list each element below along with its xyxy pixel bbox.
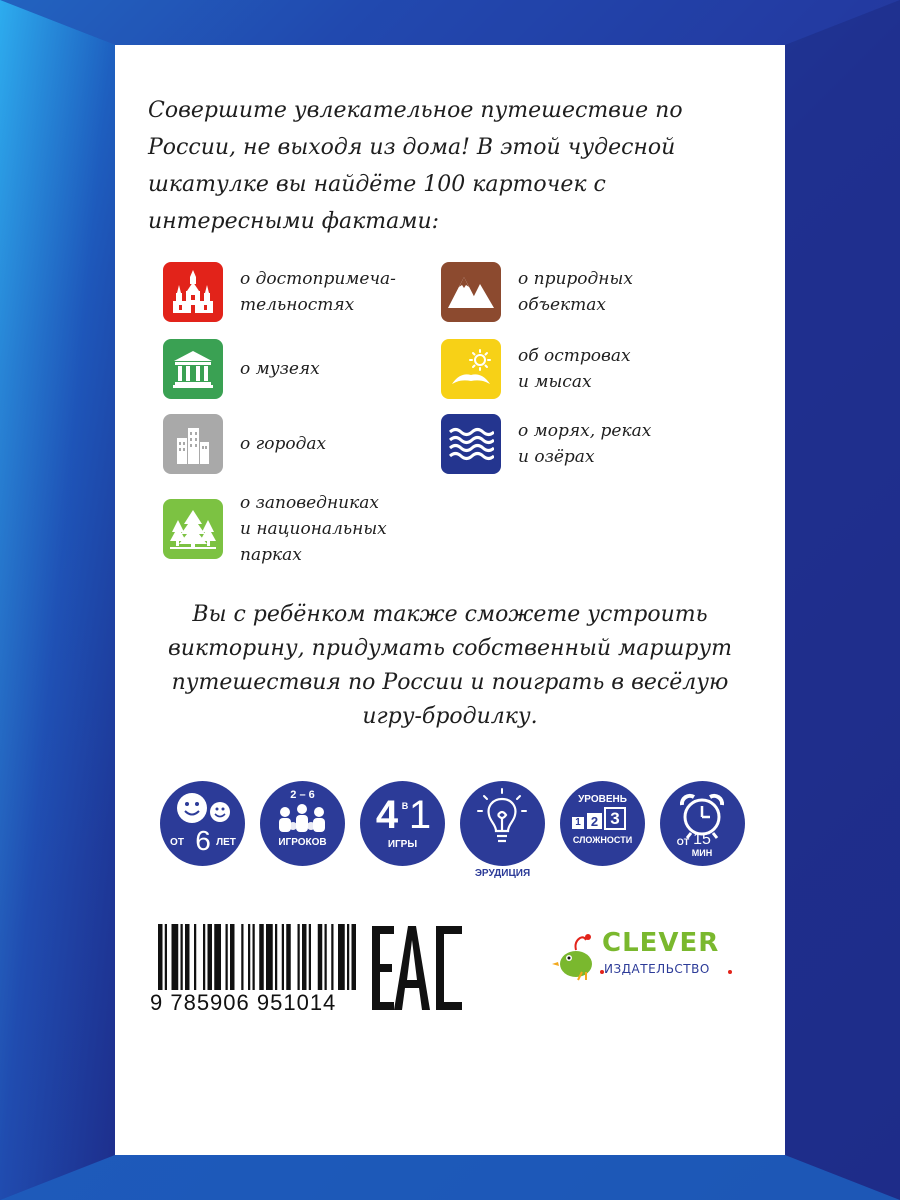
time-number: 15	[693, 831, 711, 848]
time-prefix: ОТ	[676, 837, 690, 847]
players-label: ИГРОКОВ	[278, 837, 327, 848]
category-item	[163, 490, 387, 568]
eac-certification-icon	[372, 926, 462, 1010]
forest-icon	[163, 499, 223, 559]
category-label: об островах и мысах	[518, 346, 631, 392]
games-one: 1	[408, 793, 432, 837]
lightbulb-icon	[460, 781, 545, 866]
difficulty-level-3: 3	[610, 809, 620, 828]
city-icon	[163, 414, 223, 474]
erudition-badge	[460, 781, 545, 866]
publisher-name: CLEVER	[602, 928, 720, 958]
mountains-icon	[441, 262, 501, 322]
barcode-digits: 9 785906 951014	[150, 990, 360, 1016]
category-label: о музеях	[240, 359, 320, 379]
category-item	[441, 339, 631, 399]
category-item	[163, 339, 320, 399]
museum-icon	[163, 339, 223, 399]
publisher-subtitle: ИЗДАТЕЛЬСТВО	[604, 962, 710, 976]
category-label: о городах	[240, 434, 327, 454]
age-number: 6	[195, 825, 211, 856]
players-badge	[260, 781, 345, 866]
difficulty-level-2: 2	[590, 814, 599, 829]
kremlin-icon	[163, 262, 223, 322]
intro-text: Совершите увлекательное путешествие по России, не выходя из дома! В этой чудесной шкатулке вы найдёте 100 карточек с интересными фактами:	[148, 98, 683, 234]
category-item	[441, 414, 651, 474]
waves-icon	[441, 414, 501, 474]
difficulty-level-1: 1	[575, 817, 581, 828]
difficulty-bottom: СЛОЖНОСТИ	[572, 835, 633, 845]
age-badge	[160, 781, 245, 866]
island-sun-icon	[441, 339, 501, 399]
players-range: 2 – 6	[290, 789, 315, 801]
time-suffix: МИН	[691, 848, 713, 858]
category-label: о природных объектах	[518, 269, 633, 315]
outro-text: Вы с ребёнком также сможете устроить викторину, придумать собственный маршрут путешествия по России и поиграть в весёлую игру-бродилку.	[167, 602, 733, 729]
age-prefix: ОТ	[170, 837, 184, 848]
difficulty-top: УРОВЕНЬ	[578, 794, 627, 805]
category-item	[163, 262, 396, 322]
erudition-label: ЭРУДИЦИЯ	[474, 868, 531, 879]
people-icon	[260, 781, 345, 866]
category-item	[163, 414, 326, 474]
age-suffix: ЛЕТ	[216, 837, 236, 848]
games-in: В	[401, 801, 409, 811]
games-four: 4	[375, 793, 399, 837]
games-label: ИГРЫ	[387, 839, 418, 850]
category-label: о морях, реках и озёрах	[518, 421, 652, 467]
category-label: о достопримеча- тельностях	[240, 269, 396, 315]
difficulty-badge	[560, 781, 645, 866]
games-badge	[360, 781, 445, 866]
category-label: о заповедниках и национальных парках	[240, 493, 387, 565]
time-badge	[660, 781, 745, 866]
category-item	[441, 262, 633, 322]
